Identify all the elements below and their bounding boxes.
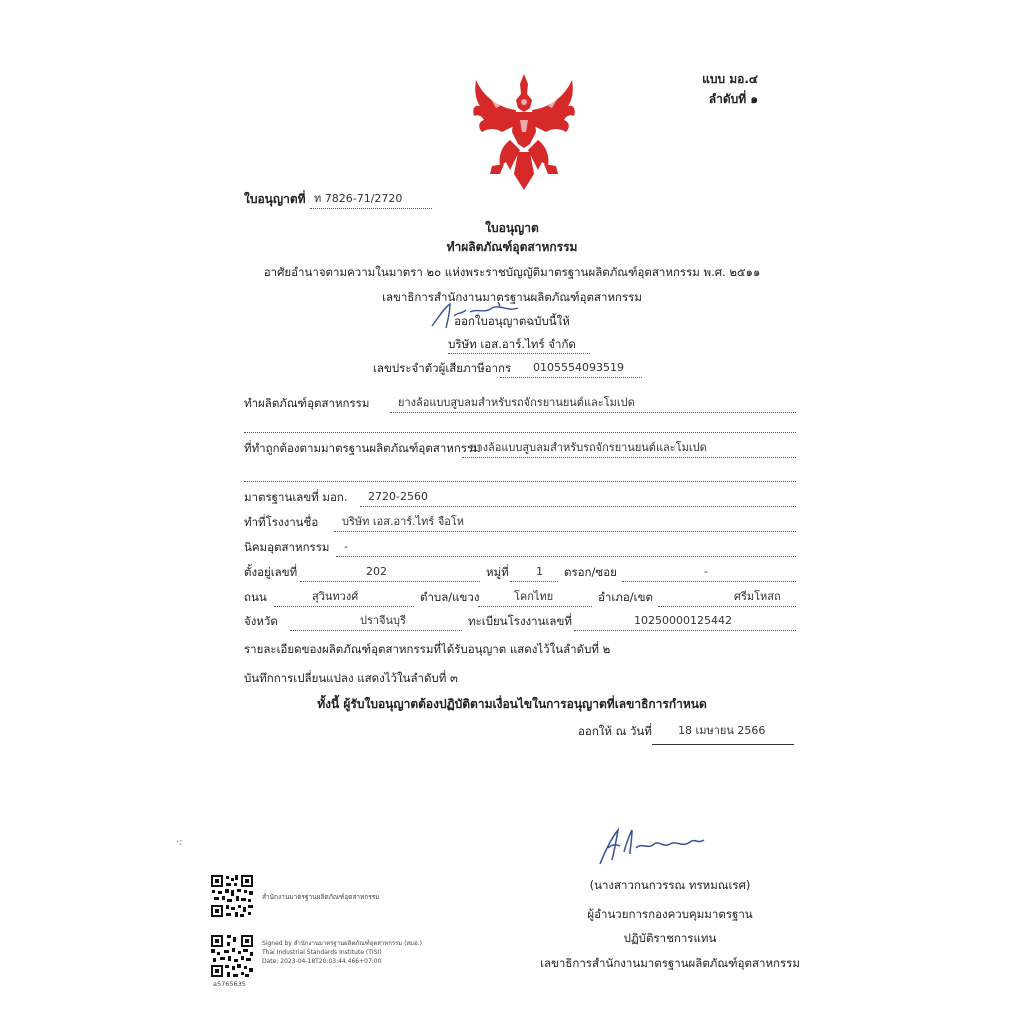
factory-label: ทำที่โรงงานชื่อ	[244, 515, 319, 529]
road-value: สุวินทวงศ์	[312, 590, 359, 603]
signatory-position-3: เลขาธิการสำนักงานมาตรฐานผลิตภัณฑ์อุตสาหกรรม	[540, 956, 800, 970]
standard-number-label: มาตรฐานเลขที่ มอก.	[244, 490, 348, 504]
road-line	[274, 606, 414, 607]
company-name: บริษัท เอส.อาร์.ไทร์ จำกัด	[448, 337, 576, 351]
digital-signature-line-2: Thai Industrial Standards Institute (TISI)	[262, 949, 382, 956]
authority-line: อาศัยอำนาจตามความในมาตรา ๒๐ แห่งพระราชบัญญัติมาตรฐานผลิตภัณฑ์อุตสาหกรรม พ.ศ. ๒๕๑๑	[263, 265, 761, 279]
issuer-signature-mark	[428, 298, 538, 332]
qr-code-id: a5765635	[213, 980, 246, 988]
qr-code-icon	[210, 874, 254, 918]
standard-product-label: ที่ทำถูกต้องตามมาตรฐานผลิตภัณฑ์อุตสาหกรรม	[244, 441, 481, 455]
factory-reg-line	[574, 630, 796, 631]
product-label: ทำผลิตภัณฑ์อุตสาหกรรม	[244, 396, 370, 410]
director-signature-mark	[594, 822, 710, 868]
standard-product-line	[462, 457, 796, 458]
qr-code-icon	[210, 934, 254, 978]
estate-label: นิคมอุตสาหกรรม	[244, 540, 330, 554]
company-line	[448, 353, 590, 354]
subdistrict-value: โคกไทย	[514, 590, 554, 603]
product-line	[390, 412, 796, 413]
soi-value: -	[704, 565, 708, 578]
estate-value: -	[344, 540, 348, 553]
factory-value: บริษัท เอส.อาร์.ไทร์ จือโห	[342, 515, 465, 528]
address-line	[300, 581, 480, 582]
factory-reg-value: 10250000125442	[634, 614, 732, 627]
address-label: ตั้งอยู่เลขที่	[244, 565, 298, 579]
moo-value: 1	[536, 565, 543, 578]
changes-note: บันทึกการเปลี่ยนแปลง แสดงไว้ในลำดับที่ ๓	[244, 671, 458, 685]
road-label: ถนน	[244, 590, 267, 604]
product-line-2	[244, 432, 796, 433]
signatory-position-2: ปฏิบัติราชการแทน	[623, 931, 717, 945]
moo-label: หมู่ที่	[486, 565, 509, 579]
subdistrict-line	[478, 606, 592, 607]
qr-caption: สำนักงานมาตรฐานผลิตภัณฑ์อุตสาหกรรม	[262, 893, 380, 901]
signatory-name: (นางสาวกนกวรรณ ทรหมณเรศ)	[589, 878, 751, 892]
license-number-line	[310, 208, 432, 209]
issued-date-line	[652, 744, 794, 745]
details-note: รายละเอียดของผลิตภัณฑ์อุตสาหกรรมที่ได้รับอนุญาต แสดงไว้ในลำดับที่ ๒	[244, 642, 611, 656]
district-line	[658, 606, 796, 607]
address-value: 202	[366, 565, 387, 578]
factory-line	[334, 531, 796, 532]
tax-id-value: 0105554093519	[533, 361, 624, 374]
condition-note: ทั้งนี้ ผู้รับใบอนุญาตต้องปฏิบัติตามเงื่อนไขในการอนุญาตที่เลขาธิการกำหนด	[317, 697, 707, 711]
estate-line	[336, 556, 796, 557]
province-line	[290, 630, 462, 631]
issuer-line: เลขาธิการสำนักงานมาตรฐานผลิตภัณฑ์อุตสาหกรรม	[382, 290, 642, 304]
digital-signature-line-1: Signed by สำนักงานมาตรฐานผลิตภัณฑ์อุตสาหกรรม (สมอ.)	[262, 940, 422, 947]
garuda-emblem-icon	[470, 70, 578, 195]
tax-id-line	[500, 377, 642, 378]
district-label: อำเภอ/เขต	[598, 590, 653, 604]
soi-label: ตรอก/ซอย	[564, 565, 617, 579]
sequence-number: ลำดับที่ ๑	[708, 92, 758, 106]
license-title: ใบอนุญาต	[485, 221, 539, 235]
license-number-value: ท 7826-71/2720	[314, 192, 403, 205]
province-value: ปราจีนบุรี	[360, 614, 406, 627]
digital-signature-line-3: Date: 2023-04-18T20:03:44.466+07:00	[262, 958, 382, 965]
product-value: ยางล้อแบบสูบลมสำหรับรถจักรยานยนต์และโมเปด	[398, 396, 635, 409]
factory-reg-label: ทะเบียนโรงงานเลขที่	[468, 614, 572, 628]
license-number-label: ใบอนุญาตที่	[244, 192, 306, 206]
license-subtitle: ทำผลิตภัณฑ์อุตสาหกรรม	[446, 240, 578, 254]
standard-number-value: 2720-2560	[368, 490, 428, 503]
standard-product-line-2	[244, 481, 796, 482]
margin-mark: ·:	[176, 837, 183, 848]
district-value: ศรีมโหสถ	[734, 590, 781, 603]
standard-product-value: ยางล้อแบบสูบลมสำหรับรถจักรยานยนต์และโมเปด	[470, 441, 707, 454]
form-code: แบบ มอ.๔	[702, 72, 758, 86]
subdistrict-label: ตำบล/แขวง	[420, 590, 480, 604]
soi-line	[622, 581, 796, 582]
signatory-position-1: ผู้อำนวยการกองควบคุมมาตรฐาน	[587, 907, 753, 921]
issue-line: ออกใบอนุญาตฉบับนี้ให้	[454, 314, 570, 328]
issued-date-value: 18 เมษายน 2566	[678, 724, 766, 737]
issued-date-label: ออกให้ ณ วันที่	[578, 724, 652, 738]
province-label: จังหวัด	[244, 614, 278, 628]
moo-line	[510, 581, 558, 582]
standard-number-line	[360, 506, 796, 507]
tax-id-label: เลขประจำตัวผู้เสียภาษีอากร	[373, 361, 512, 375]
